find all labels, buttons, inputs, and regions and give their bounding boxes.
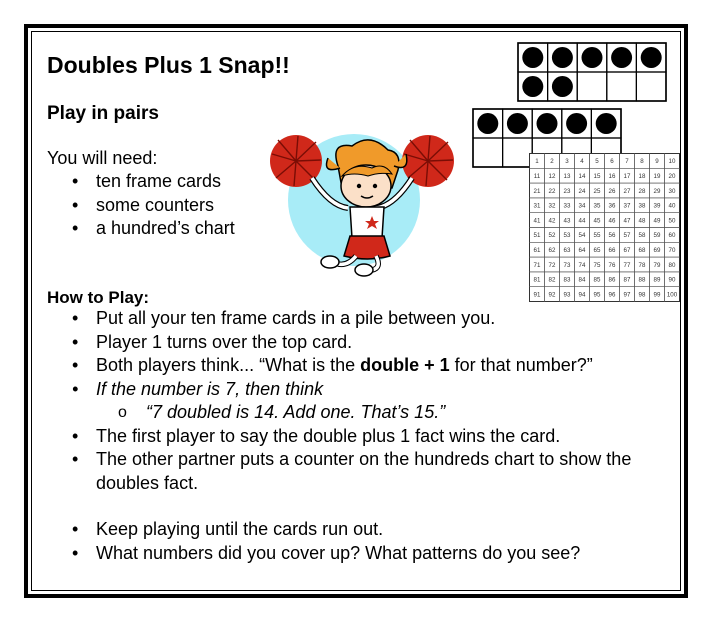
hundreds-number: 26 — [608, 187, 616, 195]
hundreds-number: 91 — [533, 291, 541, 299]
hundreds-number: 88 — [638, 276, 646, 284]
step-item — [72, 354, 682, 378]
hundreds-number: 27 — [623, 187, 631, 195]
materials-list — [72, 170, 235, 241]
step-sub-text: “7 doubled is 14. Add one. That’s 15.” — [146, 402, 446, 422]
hundreds-number: 32 — [548, 202, 556, 210]
counter-dot — [611, 47, 632, 68]
hundreds-number: 52 — [548, 232, 556, 240]
hundreds-number: 97 — [623, 291, 631, 299]
hundreds-number: 9 — [655, 158, 659, 166]
step-item: • Player 1 turns over the top card. — [72, 331, 682, 355]
hundreds-number: 65 — [593, 247, 601, 254]
cheerleader-illustration — [268, 128, 464, 278]
hundreds-number: 78 — [638, 261, 646, 269]
counter-dot — [537, 113, 558, 134]
hundreds-number: 93 — [563, 291, 571, 299]
hundreds-number: 89 — [653, 276, 661, 284]
hundreds-number: 38 — [638, 202, 646, 210]
hundreds-number: 24 — [578, 187, 586, 195]
hundreds-number: 2 — [550, 158, 554, 166]
hundreds-number: 80 — [668, 261, 676, 269]
hundreds-number: 40 — [668, 202, 676, 210]
hundreds-number: 23 — [563, 187, 571, 195]
hundreds-number: 100 — [666, 291, 678, 299]
hundreds-number: 20 — [668, 173, 676, 180]
hundreds-number: 98 — [638, 291, 646, 299]
hundreds-number: 62 — [548, 247, 556, 254]
hundreds-number: 39 — [653, 202, 661, 210]
hundreds-chart — [529, 153, 680, 303]
hundreds-number: 55 — [593, 232, 601, 240]
hundreds-number: 86 — [608, 276, 616, 284]
step-item: • If the number is 7, then think — [72, 378, 682, 402]
hundreds-number: 31 — [533, 202, 541, 210]
hundreds-number: 43 — [563, 217, 571, 225]
hundreds-number: 56 — [608, 232, 616, 240]
step-item: • The first player to say the double plus 1 fact wins the card. — [72, 425, 682, 449]
hundreds-number: 73 — [563, 261, 571, 269]
hundreds-number: 11 — [533, 173, 541, 180]
hundreds-number: 6 — [610, 158, 614, 166]
hundreds-number: 95 — [593, 291, 601, 299]
hundreds-number: 61 — [533, 247, 541, 254]
step-text: Both players think... “What is the — [96, 355, 361, 375]
page-title: Doubles Plus 1 Snap!! — [47, 52, 290, 78]
hundreds-number: 8 — [640, 158, 644, 166]
materials-item: • a hundred’s chart — [72, 217, 235, 241]
hundreds-number: 50 — [668, 217, 676, 225]
hundreds-number: 81 — [533, 276, 541, 284]
hundreds-number: 59 — [653, 232, 661, 240]
hundreds-number: 49 — [653, 217, 661, 225]
hundreds-number: 4 — [580, 158, 584, 166]
hundreds-number: 48 — [638, 217, 646, 225]
hundreds-number: 84 — [578, 276, 586, 284]
counter-dot — [641, 47, 662, 68]
hundreds-number: 70 — [668, 247, 676, 254]
hundreds-number: 72 — [548, 261, 556, 269]
hundreds-number: 99 — [653, 291, 661, 299]
hundreds-number: 21 — [533, 187, 541, 195]
hundreds-number: 34 — [578, 202, 586, 210]
hundreds-number: 29 — [653, 187, 661, 195]
counter-dot — [582, 47, 603, 68]
hundreds-number: 69 — [653, 247, 661, 254]
hundreds-number: 67 — [623, 247, 631, 254]
hundreds-number: 25 — [593, 187, 601, 195]
hundreds-number: 77 — [623, 261, 631, 269]
materials-item: • ten frame cards — [72, 170, 235, 194]
materials-item: • some counters — [72, 194, 235, 218]
hundreds-number: 82 — [548, 276, 556, 284]
step-bold-text: double + 1 — [360, 355, 450, 375]
hundreds-number: 5 — [595, 158, 599, 166]
counter-dot — [477, 113, 498, 134]
hundreds-number: 79 — [653, 261, 661, 269]
hundreds-number: 13 — [563, 173, 571, 180]
step-item: • The other partner puts a counter on the hundreds chart to show the doubles fact. — [72, 448, 682, 495]
hundreds-number: 16 — [608, 173, 616, 180]
hundreds-number: 46 — [608, 217, 616, 225]
hundreds-number: 66 — [608, 247, 616, 254]
counter-dot — [507, 113, 528, 134]
counter-dot — [522, 47, 543, 68]
counter-dot — [552, 47, 573, 68]
hundreds-number: 76 — [608, 261, 616, 269]
hundreds-number: 14 — [578, 173, 586, 180]
hundreds-number: 15 — [593, 173, 601, 180]
step-text: for that number?” — [449, 355, 593, 375]
ten-frame-card-7 — [517, 42, 669, 102]
how-to-play-list — [72, 307, 682, 565]
hundreds-number: 87 — [623, 276, 631, 284]
subtitle: Play in pairs — [47, 103, 159, 124]
hundreds-number: 42 — [548, 217, 556, 225]
spacer — [72, 495, 682, 518]
hundreds-number: 63 — [563, 247, 571, 254]
step-item: • What numbers did you cover up? What patterns do you see? — [72, 542, 682, 566]
hundreds-number: 60 — [668, 232, 676, 240]
hundreds-number: 41 — [533, 217, 541, 225]
sub-bullet-marker: o — [118, 404, 127, 421]
counter-dot — [566, 113, 587, 134]
hundreds-number: 22 — [548, 187, 556, 195]
hundreds-number: 92 — [548, 291, 556, 299]
hundreds-number: 17 — [623, 173, 631, 180]
step-sub-item — [72, 401, 682, 425]
hundreds-number: 47 — [623, 217, 631, 225]
hundreds-number: 83 — [563, 276, 571, 284]
hundreds-number: 19 — [653, 173, 661, 180]
hundreds-number: 85 — [593, 276, 601, 284]
hundreds-number: 1 — [535, 158, 539, 166]
hundreds-number: 94 — [578, 291, 586, 299]
hundreds-number: 33 — [563, 202, 571, 210]
hundreds-number: 12 — [548, 173, 556, 180]
hundreds-number: 71 — [533, 261, 541, 269]
hundreds-number: 36 — [608, 202, 616, 210]
step-item: • Keep playing until the cards run out. — [72, 518, 682, 542]
counter-dot — [522, 76, 543, 97]
hundreds-number: 51 — [533, 232, 541, 240]
hundreds-number: 37 — [623, 202, 631, 210]
how-to-play-heading: How to Play: — [47, 288, 150, 307]
hundreds-number: 74 — [578, 261, 586, 269]
hundreds-number: 30 — [668, 187, 676, 195]
hundreds-number: 45 — [593, 217, 601, 225]
materials-heading: You will need: — [47, 148, 158, 168]
hundreds-number: 28 — [638, 187, 646, 195]
hundreds-number: 64 — [578, 247, 586, 254]
hundreds-number: 96 — [608, 291, 616, 299]
hundreds-number: 53 — [563, 232, 571, 240]
hundreds-number: 68 — [638, 247, 646, 254]
hundreds-number: 75 — [593, 261, 601, 269]
hundreds-number: 44 — [578, 217, 586, 225]
step-item: • Put all your ten frame cards in a pile between you. — [72, 307, 682, 331]
hundreds-number: 54 — [578, 232, 586, 240]
hundreds-number: 35 — [593, 202, 601, 210]
hundreds-number: 57 — [623, 232, 631, 240]
hundreds-number: 18 — [638, 173, 646, 180]
hundreds-number: 90 — [668, 276, 676, 284]
hundreds-number: 7 — [625, 158, 629, 166]
counter-dot — [552, 76, 573, 97]
hundreds-number: 58 — [638, 232, 646, 240]
hundreds-number: 10 — [668, 158, 676, 166]
hundreds-number: 3 — [565, 158, 569, 166]
counter-dot — [596, 113, 617, 134]
